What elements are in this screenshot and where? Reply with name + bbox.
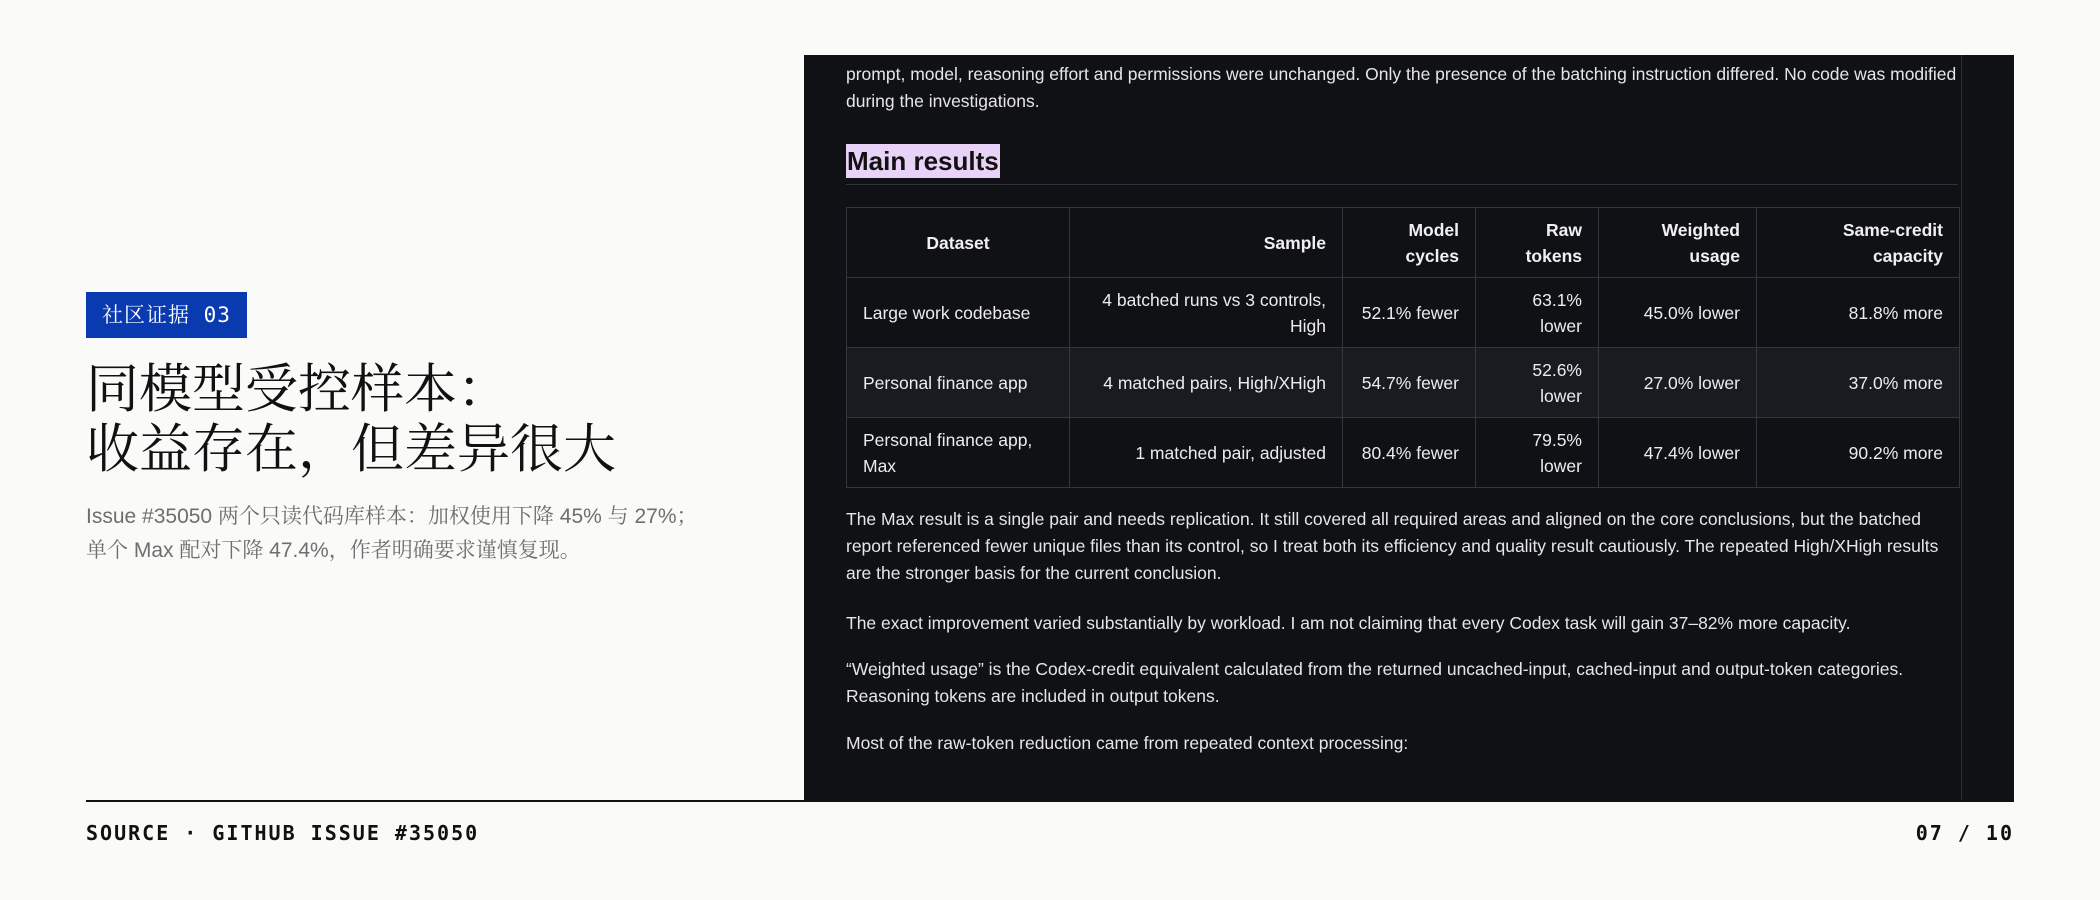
issue-paragraph-max-result: The Max result is a single pair and needs replication. It still covered all required areas and aligned on the core conclusions, but the batched report referenced fewer unique files than its control, so I treat both its efficiency and quality result cautiously. The repeated High/XHigh results are the stronger basis for the current conclusion. — [846, 509, 1939, 583]
table-cell: 45.0% lower — [1599, 278, 1757, 348]
heading-divider — [846, 184, 1958, 185]
table-cell: 1 matched pair, adjusted — [1070, 418, 1343, 488]
results-table — [846, 207, 1960, 488]
table-cell: 37.0% more — [1757, 348, 1960, 418]
table-cell: 63.1% lower — [1476, 278, 1599, 348]
table-header-row — [847, 208, 1960, 278]
table-row — [847, 418, 1960, 488]
title-line-1: 同模型受控样本： — [86, 359, 510, 420]
table-cell: 90.2% more — [1757, 418, 1960, 488]
table-row — [847, 278, 1960, 348]
table-cell: 47.4% lower — [1599, 418, 1757, 488]
table-header-model-cycles: Model cycles — [1343, 208, 1476, 278]
table-cell: 4 matched pairs, High/XHigh — [1070, 348, 1343, 418]
table-cell: Large work codebase — [847, 278, 1070, 348]
table-cell: 27.0% lower — [1599, 348, 1757, 418]
left-panel — [86, 292, 766, 568]
section-badge: 社区证据 03 — [86, 292, 247, 338]
table-cell: 54.7% fewer — [1343, 348, 1476, 418]
issue-paragraph-top: prompt, model, reasoning effort and permissions were unchanged. Only the presence of the batching instruction differed. No code was modified during the investigations. — [846, 64, 1957, 111]
issue-paragraph-weighted-usage: “Weighted usage” is the Codex-credit equivalent calculated from the returned uncached-input, cached-input and output-token categories. Reasoning tokens are included in output tokens. — [846, 659, 1904, 706]
table-row — [847, 348, 1960, 418]
slide-title — [86, 360, 766, 480]
table-cell: Personal finance app, Max — [847, 418, 1070, 488]
footer-divider — [86, 800, 2014, 802]
github-issue-screenshot — [804, 55, 2014, 800]
table-cell: 80.4% fewer — [1343, 418, 1476, 488]
page-number: 07 / 10 — [1915, 821, 2014, 845]
table-header-raw-tokens: Raw tokens — [1476, 208, 1599, 278]
table-header-sample: Sample — [1070, 208, 1343, 278]
main-results-heading: Main results — [847, 146, 999, 176]
subtitle-line-2: 单个 Max 配对下降 47.4%，作者明确要求谨慎复现。 — [86, 539, 581, 562]
table-header-weighted-usage: Weighted usage — [1599, 208, 1757, 278]
table-header-same-credit-capacity: Same-credit capacity — [1757, 208, 1960, 278]
table-cell: 4 batched runs vs 3 controls, High — [1070, 278, 1343, 348]
table-header-dataset: Dataset — [847, 208, 1070, 278]
issue-paragraph-improvement: The exact improvement varied substantially by workload. I am not claiming that every Codex task will gain 37–82% more capacity. — [846, 613, 1851, 633]
footer-source: SOURCE · GITHUB ISSUE #35050 — [86, 821, 480, 845]
table-cell: 52.1% fewer — [1343, 278, 1476, 348]
table-cell: 79.5% lower — [1476, 418, 1599, 488]
table-cell: 52.6% lower — [1476, 348, 1599, 418]
table-cell: Personal finance app — [847, 348, 1070, 418]
issue-paragraph-raw-token: Most of the raw-token reduction came from repeated context processing: — [846, 733, 1409, 753]
table-cell: 81.8% more — [1757, 278, 1960, 348]
title-line-2: 收益存在，但差异很大 — [86, 419, 616, 480]
subtitle-line-1: Issue #35050 两个只读代码库样本：加权使用下降 45% 与 27%； — [86, 505, 698, 528]
slide-subtitle — [86, 500, 766, 568]
